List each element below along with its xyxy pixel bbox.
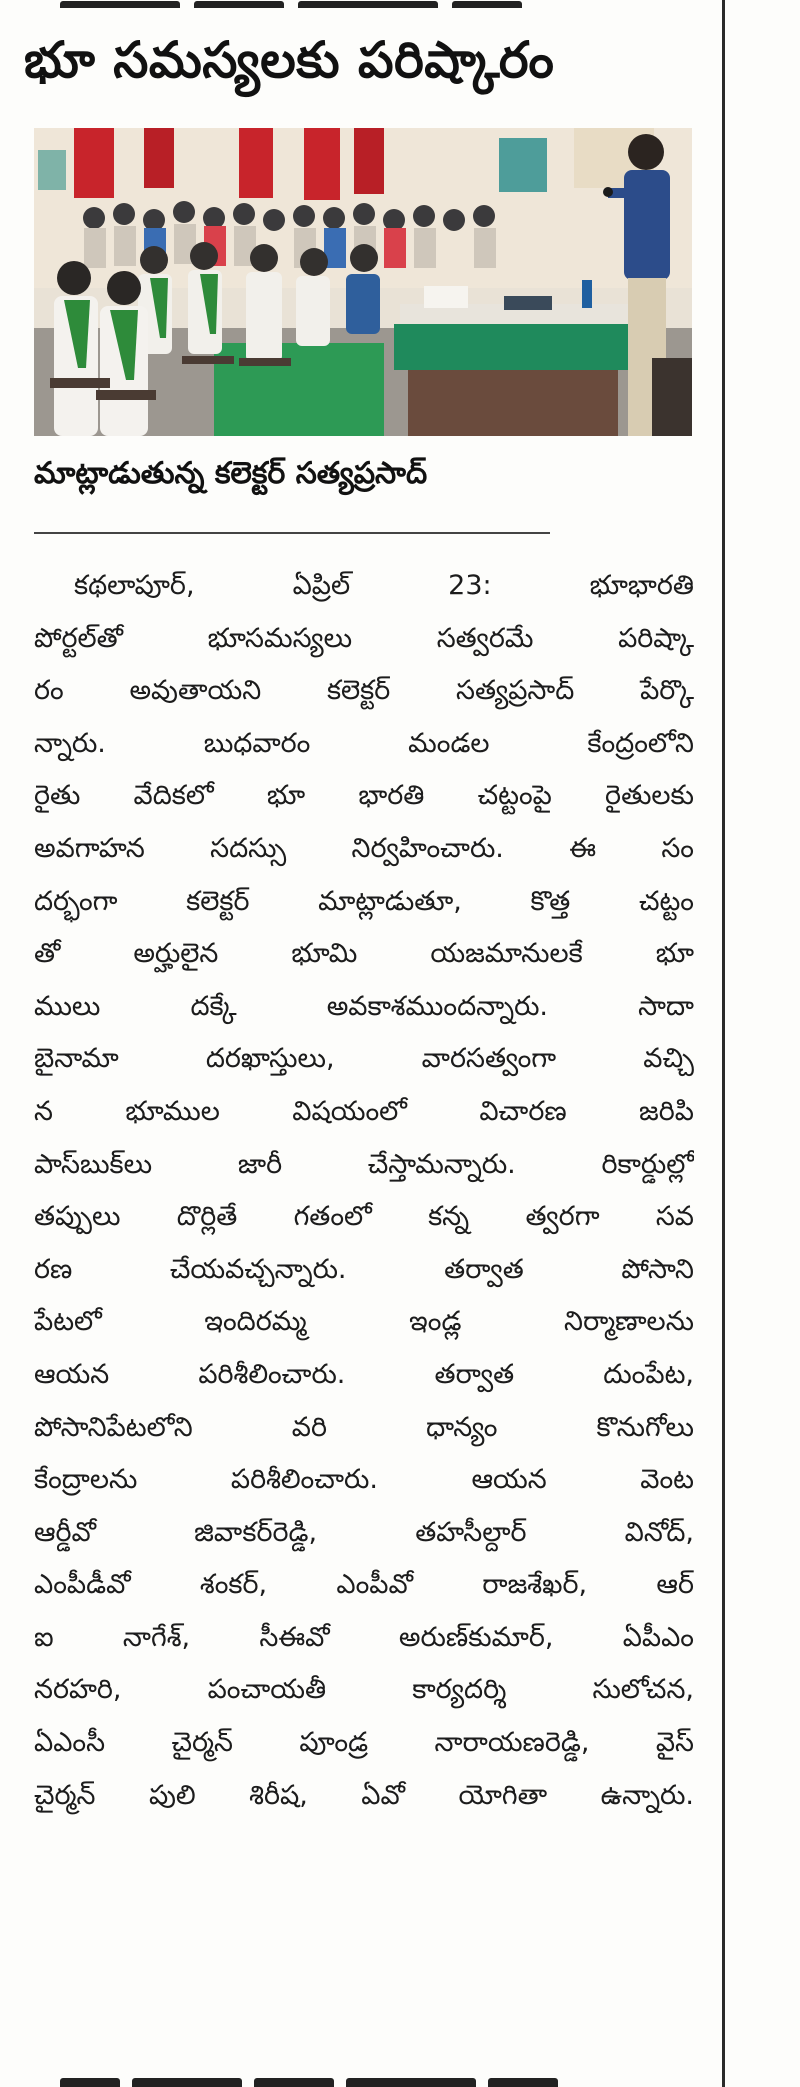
caption-underline <box>34 532 550 534</box>
body-line: కథలాపూర్, ఏప్రిల్ 23: భూభారతి <box>74 570 694 601</box>
body-line: చైర్మన్ పులి శిరీష, ఏవో యోగితా ఉన్నారు. <box>34 1779 694 1811</box>
column-rule <box>722 0 725 2087</box>
body-line: పోసానిపేటలోని వరి ధాన్యం కొనుగోలు <box>34 1411 694 1443</box>
body-line: తప్పులు దొర్లితే గతంలో కన్న త్వరగా సవ <box>34 1201 694 1233</box>
body-line: బైనామా దరఖాస్తులు, వారసత్వంగా వచ్చి <box>34 1043 694 1075</box>
article-photo <box>34 128 692 436</box>
body-line: ఆయన పరిశీలించారు. తర్వాత దుంపేట, <box>34 1358 694 1390</box>
meeting-photo-illustration <box>34 128 692 436</box>
body-line: రైతు వేదికలో భూ భారతి చట్టంపై రైతులకు <box>34 780 694 812</box>
body-line: ఎంపీడీవో శంకర్, ఎంపీవో రాజశేఖర్, ఆర్ <box>34 1569 694 1601</box>
body-line: న్నారు. బుధవారం మండల కేంద్రంలోని <box>34 727 694 759</box>
body-line: పోర్టల్‌తో భూసమస్యలు సత్వరమే పరిష్కా <box>34 622 694 654</box>
body-line: అవగాహన సదస్సు నిర్వహించారు. ఈ సం <box>34 832 694 864</box>
body-line: రం అవుతాయని కలెక్టర్ సత్యప్రసాద్ పేర్కొ <box>34 675 694 707</box>
body-line: పాస్‌బుక్‌లు జారీ చేస్తామన్నారు. రికార్డుల్లో <box>34 1148 694 1180</box>
article-headline: భూ సమస్యలకు పరిష్కారం <box>24 31 555 89</box>
body-line: ఏఎంసీ చైర్మన్ పూండ్ర నారాయణరెడ్డి, వైస్ <box>34 1727 694 1759</box>
cut-off-text-top <box>60 0 660 8</box>
body-line: తో అర్హులైన భూమి యజమానులకే భూ <box>34 938 694 970</box>
body-line: ఆర్డీవో జివాకర్‌రెడ్డి, తహసీల్దార్ వినోద్, <box>34 1516 694 1548</box>
body-line: దర్భంగా కలెక్టర్ మాట్లాడుతూ, కొత్త చట్టం <box>34 885 694 917</box>
body-line: పేటలో ఇందిరమ్మ ఇండ్ల నిర్మాణాలను <box>34 1306 694 1338</box>
body-line: రణ చేయవచ్చన్నారు. తర్వాత పోసాని <box>34 1253 694 1285</box>
photo-caption: మాట్లాడుతున్న కలెక్టర్ సత్యప్రసాద్ <box>34 456 428 491</box>
body-line: ములు దక్కే అవకాశముందన్నారు. సాదా <box>34 990 694 1022</box>
body-line: న భూముల విషయంలో విచారణ జరిపి <box>34 1095 694 1127</box>
body-line: నరహరి, పంచాయతీ కార్యదర్శి సులోచన, <box>34 1674 694 1706</box>
cut-off-text-bottom <box>60 2070 620 2087</box>
body-line: ఐ నాగేశ్, సీఈవో అరుణ్‌కుమార్, ఏపీఎం <box>34 1621 694 1653</box>
article-body <box>34 560 694 1822</box>
body-line: కేంద్రాలను పరిశీలించారు. ఆయన వెంట <box>34 1464 694 1496</box>
